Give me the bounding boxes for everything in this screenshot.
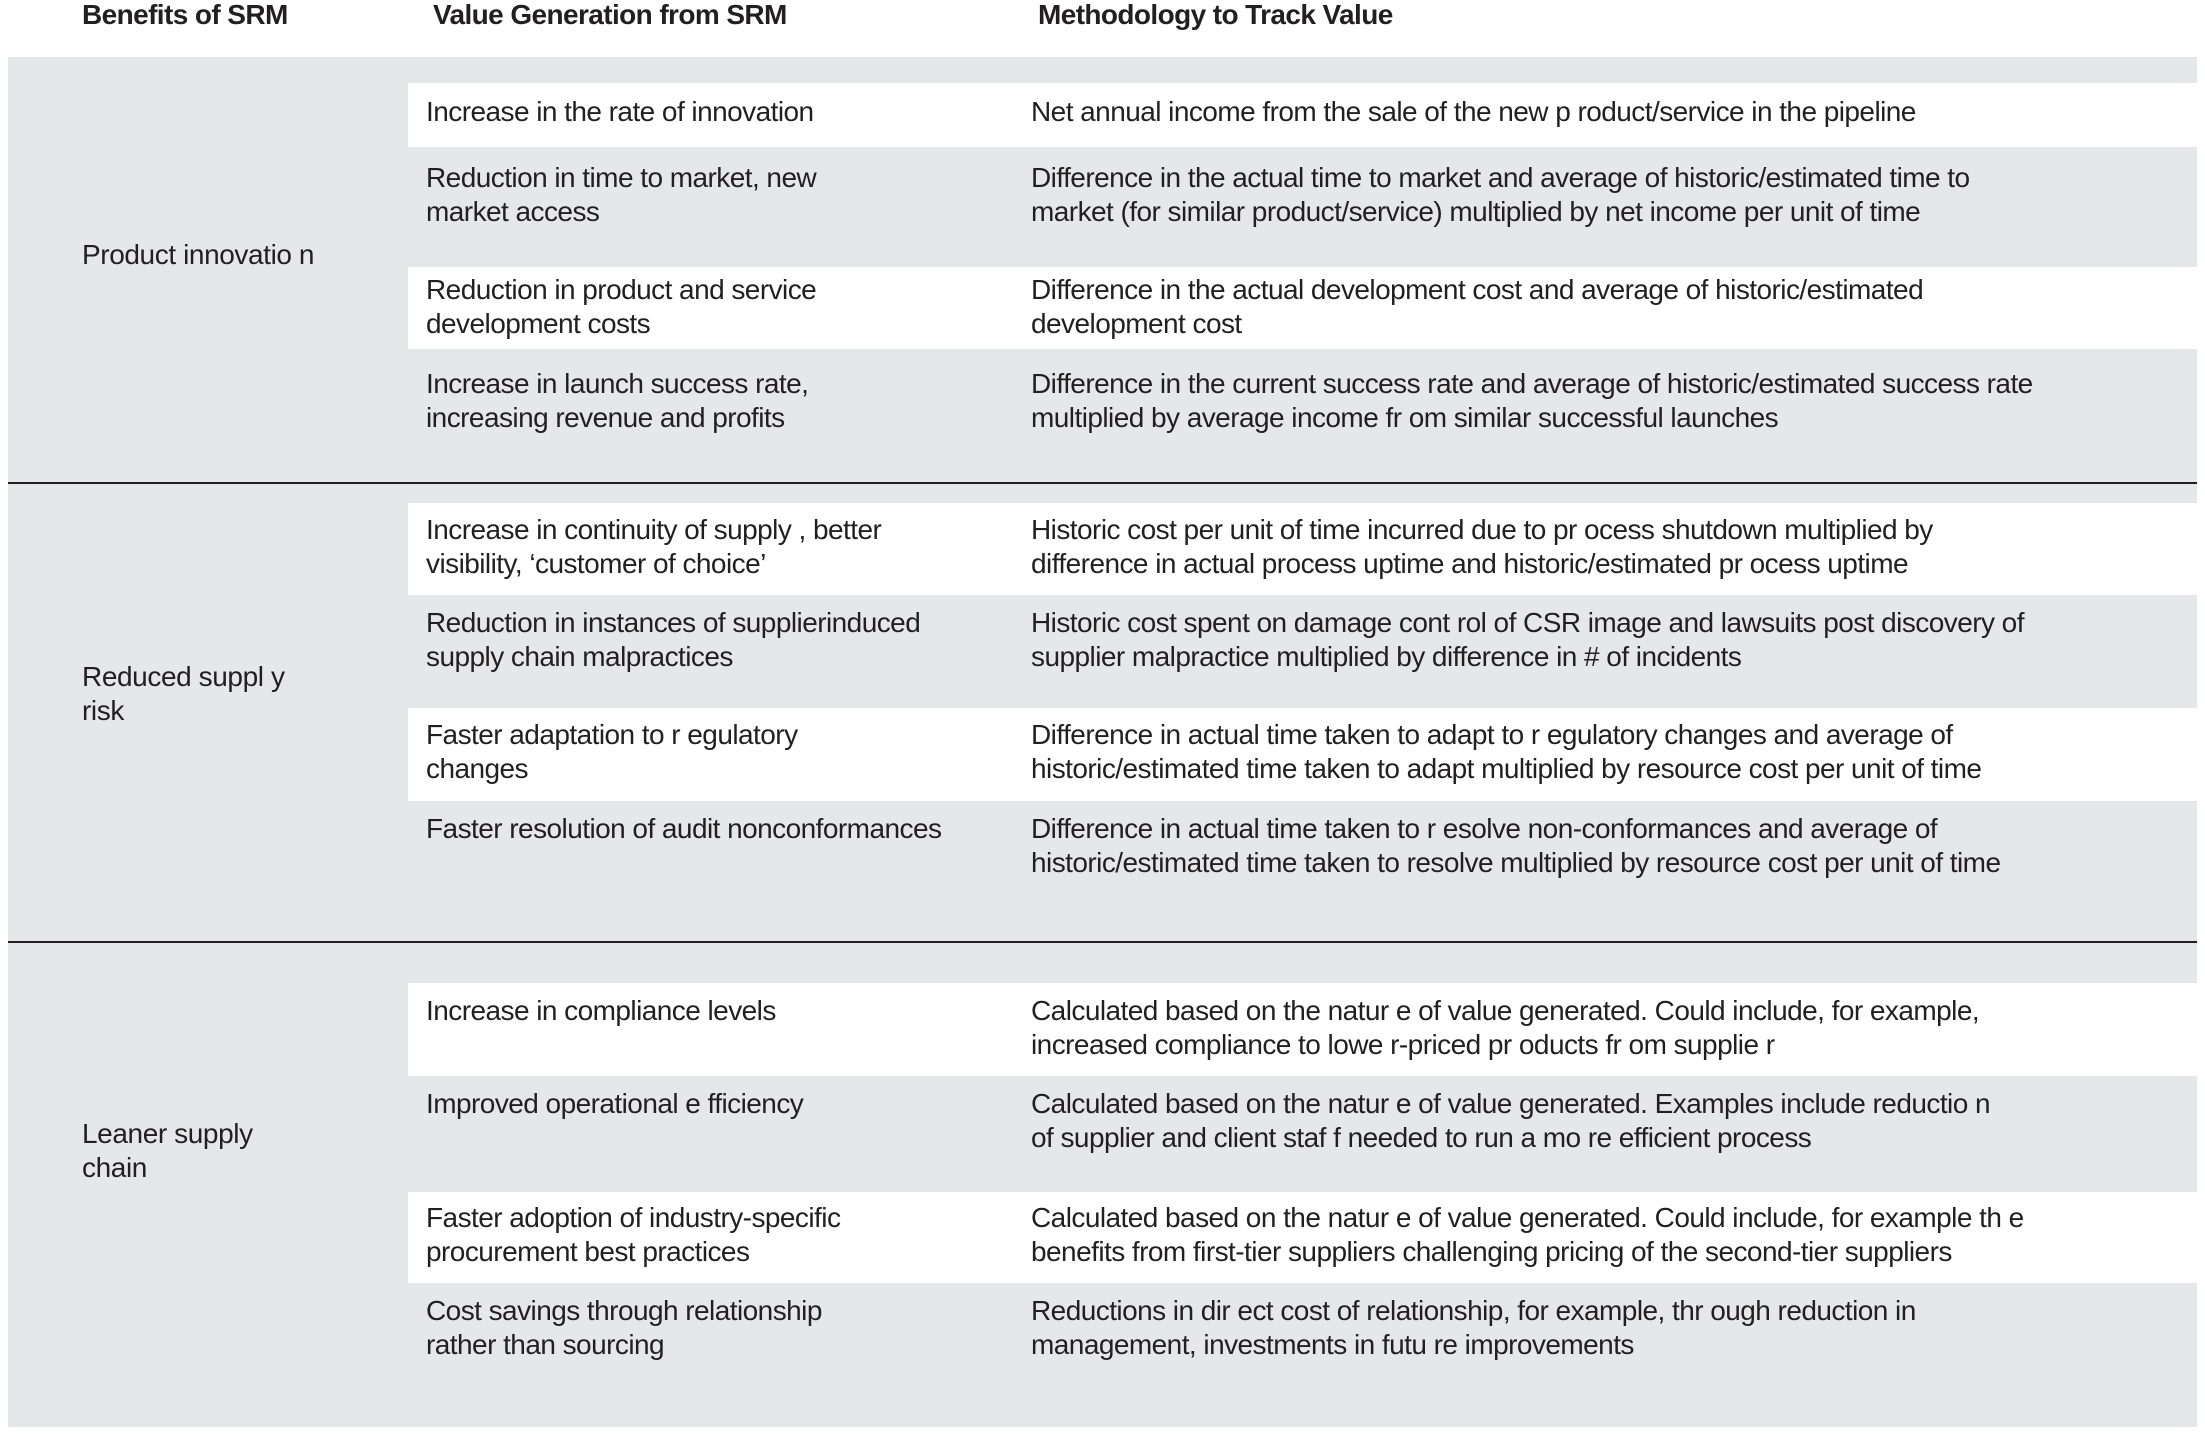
table-row bbox=[408, 708, 2197, 801]
methodology-cell: Calculated based on the natur e of value generated. Could include, for example, increased compliance to lowe r-priced pr oducts fr om supplie r bbox=[1031, 995, 1980, 1060]
header-benefits: Benefits of SRM bbox=[82, 0, 288, 30]
table-row bbox=[408, 1192, 2197, 1283]
benefit-label: Product innovatio n bbox=[82, 239, 315, 270]
table-row bbox=[408, 595, 2197, 708]
table-row bbox=[408, 349, 2197, 469]
methodology-cell: Calculated based on the natur e of value generated. Examples include reductio n of supplier and client staf f needed to run a mo re efficient process bbox=[1031, 1088, 1990, 1153]
value-generation-cell: Increase in launch success rate, increasing revenue and profits bbox=[426, 368, 809, 433]
table-row bbox=[408, 1283, 2197, 1403]
methodology-cell: Difference in the actual time to market and average of historic/estimated time to market (for similar product/service) multiplied by net income per unit of time bbox=[1031, 162, 1970, 227]
table-row bbox=[408, 983, 2197, 1076]
methodology-cell: Historic cost spent on damage cont rol of CSR image and lawsuits post discovery of supplier malpractice multiplied by difference in # of incidents bbox=[1031, 607, 2024, 672]
section-leaner-supply-chain bbox=[8, 943, 2197, 1427]
methodology-cell: Calculated based on the natur e of value generated. Could include, for example th e benefits from first-tier suppliers challenging pricing of the second-tier suppliers bbox=[1031, 1202, 2024, 1267]
table-row bbox=[408, 267, 2197, 349]
value-generation-cell: Reduction in instances of supplierinduced supply chain malpractices bbox=[426, 607, 921, 672]
table-row bbox=[408, 503, 2197, 595]
value-generation-cell: Increase in continuity of supply , better visibility, ‘customer of choice’ bbox=[426, 514, 882, 579]
value-generation-cell: Increase in the rate of innovation bbox=[426, 96, 814, 127]
benefit-label: Leaner supply chain bbox=[82, 1118, 253, 1183]
methodology-cell: Reductions in dir ect cost of relationship, for example, thr ough reduction in management, investments in futu re improvements bbox=[1031, 1295, 1916, 1360]
value-generation-cell: Cost savings through relationship rather than sourcing bbox=[426, 1295, 822, 1360]
section-reduced-supply-risk bbox=[8, 484, 2197, 941]
value-generation-cell: Increase in compliance levels bbox=[426, 995, 776, 1026]
header-value-generation: Value Generation from SRM bbox=[433, 0, 787, 30]
methodology-cell: Historic cost per unit of time incurred due to pr ocess shutdown multiplied by difference in actual process uptime and historic/estimated pr ocess uptime bbox=[1031, 514, 1933, 579]
value-generation-cell: Reduction in product and service development costs bbox=[426, 274, 817, 339]
value-generation-cell: Improved operational e fficiency bbox=[426, 1088, 804, 1119]
value-generation-cell: Reduction in time to market, new market access bbox=[426, 162, 817, 227]
methodology-cell: Net annual income from the sale of the new p roduct/service in the pipeline bbox=[1031, 96, 1916, 127]
value-generation-cell: Faster adaptation to r egulatory changes bbox=[426, 719, 798, 784]
value-generation-cell: Faster adoption of industry-specific procurement best practices bbox=[426, 1202, 841, 1267]
section-product-innovation bbox=[8, 57, 2197, 483]
table-row bbox=[408, 1076, 2197, 1192]
methodology-cell: Difference in actual time taken to adapt to r egulatory changes and average of historic/estimated time taken to adapt multiplied by resource cost per unit of time bbox=[1031, 719, 1982, 784]
benefit-label: Reduced suppl y risk bbox=[82, 661, 285, 726]
methodology-cell: Difference in the current success rate and average of historic/estimated success rate multiplied by average income fr om similar successful launches bbox=[1031, 368, 2033, 433]
table-row bbox=[408, 83, 2197, 147]
header-methodology: Methodology to Track Value bbox=[1038, 0, 1393, 30]
value-generation-cell: Faster resolution of audit nonconformances bbox=[426, 813, 942, 844]
table-row bbox=[408, 801, 2197, 921]
methodology-cell: Difference in the actual development cost and average of historic/estimated development cost bbox=[1031, 274, 1924, 339]
table-row bbox=[408, 147, 2197, 267]
methodology-cell: Difference in actual time taken to r esolve non-conformances and average of historic/estimated time taken to resolve multiplied by resource cost per unit of time bbox=[1031, 813, 2001, 878]
